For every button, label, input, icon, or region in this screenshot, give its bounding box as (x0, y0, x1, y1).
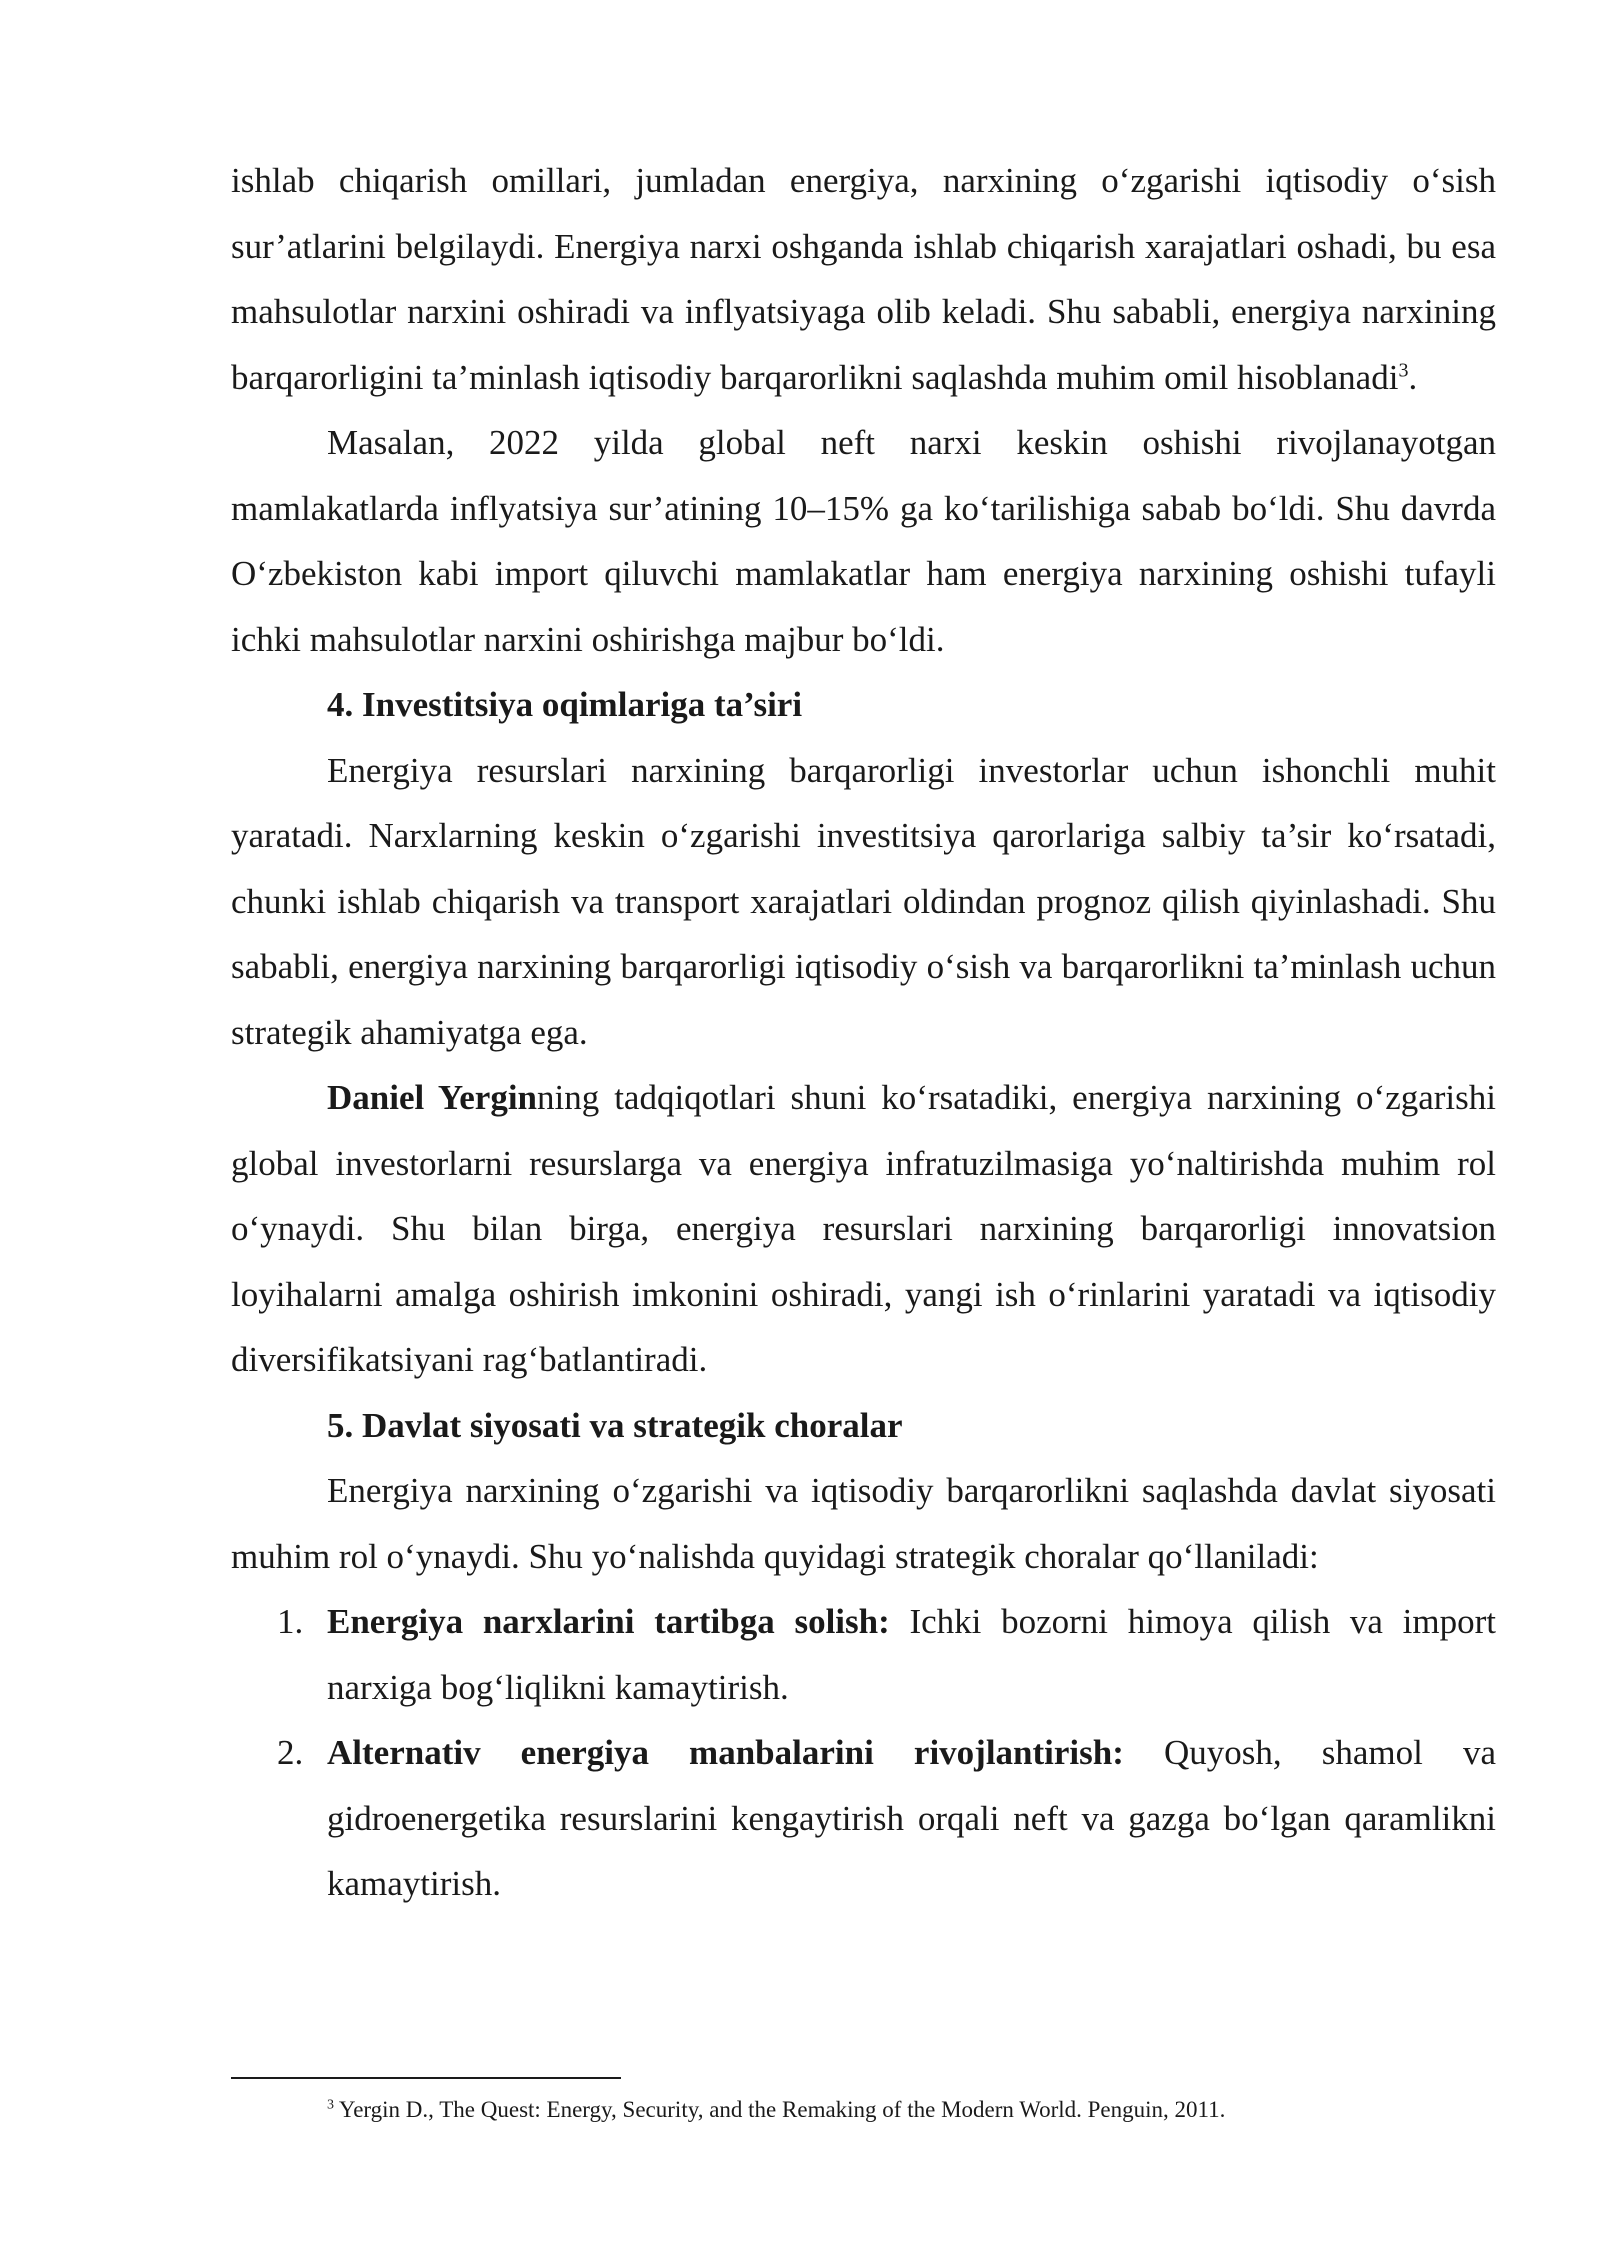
author-name: Daniel Yergin (327, 1078, 538, 1117)
list-item-title: Alternativ energiya manbalarini rivojlantirish: (327, 1733, 1124, 1772)
paragraph-oil-price-example: Masalan, 2022 yilda global neft narxi keskin oshishi rivojlanayotgan mamlakatlarda inflyatsiya sur’atining 10–15% ga ko‘tarilishiga sabab bo‘ldi. Shu davrda O‘zbekiston kabi import qiluvchi mamlakatlar ham energiya narxining oshishi tufayli ichki mahsulotlar narxini oshirishga majbur bo‘ldi. (231, 423, 1496, 659)
document-body (231, 148, 1496, 1917)
footnote-mark: 3 (327, 2097, 334, 2113)
paragraph-text: ishlab chiqarish omillari, jumladan energiya, narxining o‘zgarishi iqtisodiy o‘sish sur’atlarini belgilaydi. Energiya narxi oshganda ishlab chiqarish xarajatlari oshadi, bu esa mahsulotlar narxini oshiradi va inflyatsiyaga olib keladi. Shu sababli, energiya narxining barqarorligini ta’minlash iqtisodiy barqarorlikni saqlashda muhim omil hisoblanadi (231, 161, 1496, 397)
footnote-text: Yergin D., The Quest: Energy, Security, and the Remaking of the Modern World. Penguin, 2011. (334, 2097, 1226, 2122)
section-heading-investment-flows: 4. Investitsiya oqimlariga ta’siri (327, 685, 803, 724)
paragraph-text: ning tadqiqotlari shuni ko‘rsatadiki, energiya narxining o‘zgarishi global investorlarni resurslarga va energiya infratuzilmasiga yo‘naltirishda muhim rol o‘ynaydi. Shu bilan birga, energiya resurslari narxining barqarorligi innovatsion loyihalarni amalga oshirish imkonini oshiradi, yangi ish o‘rinlarini yaratadi va iqtisodiy diversifikatsiyani rag‘batlantiradi. (231, 1078, 1496, 1379)
list-item-number: 2. (277, 1733, 304, 1772)
paragraph-yergin-research (231, 1065, 1496, 1393)
section-heading-state-policy: 5. Davlat siyosati va strategik choralar (327, 1405, 903, 1445)
list-item-title: Energiya narxlarini tartibga solish: (327, 1602, 890, 1641)
list-item-text: Quyosh, shamol va gidroenergetika resurslarini kengaytirish orqali neft va gazga bo‘lgan qaramlikni kamaytirish. (327, 1733, 1496, 1903)
list-item-number: 1. (277, 1602, 304, 1641)
paragraph-investment-climate: Energiya resurslari narxining barqarorligi investorlar uchun ishonchli muhit yaratadi. Narxlarning keskin o‘zgarishi investitsiya qarorlariga salbiy ta’sir ko‘rsatadi, chunki ishlab chiqarish va transport xarajatlari oldindan prognoz qilish qiyinlashadi. Shu sababli, energiya narxining barqarorligi iqtisodiy o‘sish va barqarorlikni ta’minlash uchun strategik ahamiyatga ega. (231, 750, 1496, 1052)
footnote-reference[interactable]: 3 (1398, 358, 1409, 381)
list-item (231, 1589, 1496, 1720)
paragraph-end: . (1408, 357, 1418, 397)
paragraph-energy-price-growth (231, 148, 1496, 410)
list-item-text: Ichki bozorni himoya qilish va import narxiga bog‘liqlikni kamaytirish. (327, 1602, 1497, 1707)
strategic-measures-list (231, 1589, 1496, 1917)
list-item (231, 1720, 1496, 1917)
paragraph-state-policy-intro: Energiya narxining o‘zgarishi va iqtisodiy barqarorlikni saqlashda davlat siyosati muhim rol o‘ynaydi. Shu yo‘nalishda quyidagi strategik choralar qo‘llaniladi: (231, 1471, 1496, 1576)
footnote (327, 2095, 1497, 2125)
footnote-separator (231, 2077, 621, 2079)
